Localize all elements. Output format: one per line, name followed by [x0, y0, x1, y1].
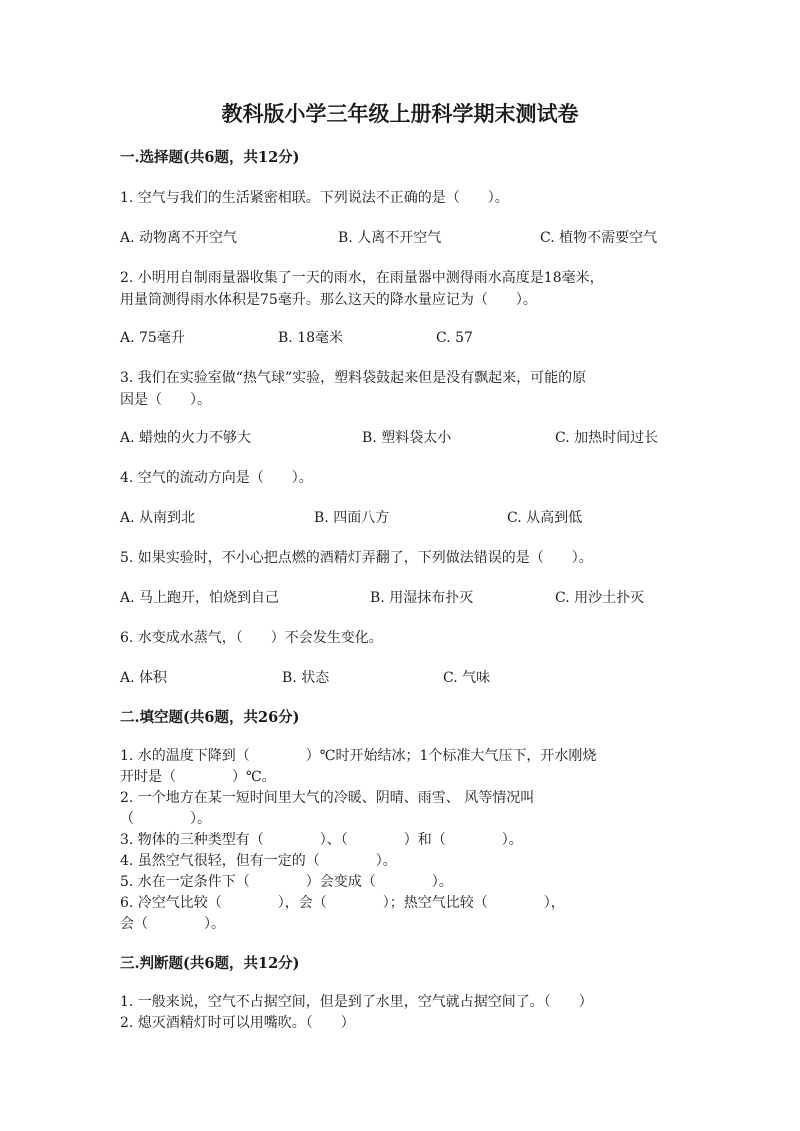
question-4-option-a: A. 从南到北 — [120, 510, 196, 526]
section-heading-true-false: 三.判断题(共6题，共12分) — [120, 955, 300, 972]
judge-line-2: 2. 熄灭酒精灯时可以用嘴吹。（ ） — [120, 1015, 355, 1031]
section-heading-choice: 一.选择题(共6题，共12分) — [120, 149, 300, 166]
question-4-option-b: B. 四面八方 — [314, 510, 390, 526]
fill-line-1: 1. 水的温度下降到（ ）℃时开始结冰；1个标准大气压下，开水刚烧 — [120, 748, 597, 764]
question-3-option-b: B. 塑料袋太小 — [362, 430, 452, 446]
question-5-option-c: C. 用沙土扑灭 — [555, 590, 645, 606]
fill-line-9: 会（ ）。 — [120, 916, 225, 932]
judge-line-1: 1. 一般来说，空气不占据空间，但是到了水里，空气就占据空间了。（ ） — [120, 994, 593, 1010]
fill-line-7: 5. 水在一定条件下（ ）会变成（ ）。 — [120, 874, 453, 890]
fill-line-8: 6. 冷空气比较（ ），会（ ）；热空气比较（ ）， — [120, 895, 565, 911]
question-2-option-b: B. 18毫米 — [278, 330, 344, 346]
question-6-option-b: B. 状态 — [282, 670, 330, 686]
question-2-option-a: A. 75毫升 — [120, 330, 185, 346]
question-2-stem-line-1: 2. 小明用自制雨量器收集了一天的雨水，在雨量器中测得雨水高度是18毫米， — [120, 270, 604, 286]
question-1-option-a: A. 动物离不开空气 — [120, 230, 238, 246]
question-5-stem: 5. 如果实验时，不小心把点燃的酒精灯弄翻了，下列做法错误的是（ ）。 — [120, 550, 593, 566]
page-title: 教科版小学三年级上册科学期末测试卷 — [221, 101, 579, 126]
question-6-stem: 6. 水变成水蒸气，（ ）不会发生变化。 — [120, 630, 383, 646]
question-2-stem-line-2: 用量筒测得雨水体积是75毫升。那么这天的降水量应记为（ ）。 — [120, 292, 537, 308]
fill-line-5: 3. 物体的三种类型有（ ）、（ ）和（ ）。 — [120, 832, 523, 848]
fill-line-2: 开时是（ ）℃。 — [120, 769, 276, 785]
question-3-option-c: C. 加热时间过长 — [555, 430, 659, 446]
question-1-option-c: C. 植物不需要空气 — [540, 230, 658, 246]
section-heading-fill-blank: 二.填空题(共6题，共26分) — [120, 709, 300, 726]
question-2-option-c: C. 57 — [436, 330, 473, 346]
question-1-stem: 1. 空气与我们的生活紧密相联。下列说法不正确的是（ ）。 — [120, 190, 509, 206]
question-3-stem-line-1: 3. 我们在实验室做“热气球”实验，塑料袋鼓起来但是没有飘起来，可能的原 — [120, 370, 587, 386]
fill-line-3: 2. 一个地方在某一短时间里大气的冷暖、阴晴、雨雪、 风等情况叫 — [120, 790, 535, 806]
fill-line-6: 4. 虽然空气很轻，但有一定的（ ）。 — [120, 853, 397, 869]
question-4-stem: 4. 空气的流动方向是（ ）。 — [120, 470, 313, 486]
question-5-option-b: B. 用湿抹布扑灭 — [370, 590, 474, 606]
question-1-option-b: B. 人离不开空气 — [338, 230, 442, 246]
question-4-option-c: C. 从高到低 — [507, 510, 583, 526]
question-3-stem-line-2: 因是（ ）。 — [120, 392, 211, 408]
question-5-option-a: A. 马上跑开，怕烧到自己 — [120, 590, 280, 606]
fill-line-4: （ ）。 — [120, 811, 211, 827]
question-6-option-a: A. 体积 — [120, 670, 168, 686]
question-6-option-c: C. 气味 — [443, 670, 491, 686]
question-3-option-a: A. 蜡烛的火力不够大 — [120, 430, 252, 446]
